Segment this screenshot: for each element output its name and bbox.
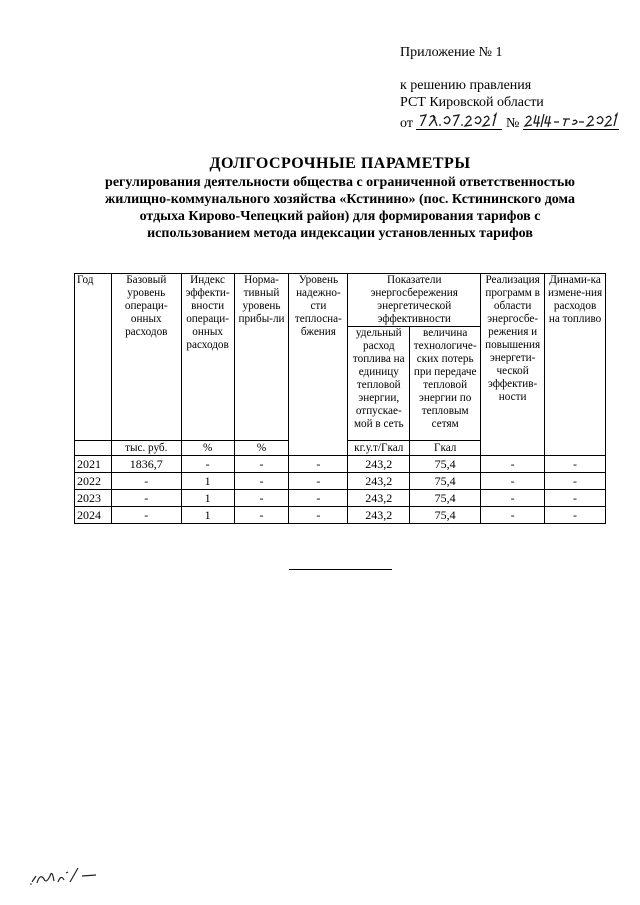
table-row [75, 490, 606, 507]
cell-year: 2021 [75, 456, 112, 473]
title-sub: регулирования деятельности общества с ограниченной ответственностью жилищно-коммунального хозяйства «Кстинино» (пос. Кстининского дома отдыха Кирово-Чепецкий район) для формирования тарифов с использованием метода индексации установленных тарифов [105, 175, 575, 241]
cell-profit: - [234, 456, 289, 473]
unit-losses: Гкал [410, 441, 481, 456]
header-year: Год [75, 274, 112, 441]
cell-dynamics: - [545, 490, 606, 507]
header-programs: Реализация программ в области энергосбе-режения и повышения энергети-ческой эффектив-ности [481, 274, 545, 456]
handwritten-number-image [523, 111, 619, 129]
cell-year: 2022 [75, 473, 112, 490]
cell-fuel: 243,2 [348, 490, 410, 507]
table-row [75, 473, 606, 490]
document-title [100, 154, 580, 242]
title-main: ДОЛГОСРОЧНЫЕ ПАРАМЕТРЫ [209, 155, 471, 172]
cell-programs: - [481, 490, 545, 507]
cell-year: 2023 [75, 490, 112, 507]
handwritten-number [523, 111, 619, 130]
cell-fuel: 243,2 [348, 507, 410, 524]
header-reliability: Уровень надежно-сти теплосна-бжения [289, 274, 348, 456]
cell-dynamics: - [545, 456, 606, 473]
cell-year: 2024 [75, 507, 112, 524]
header-specific-fuel: удельный расход топлива на единицу тепловой энергии, отпускае-мой в сеть [348, 327, 410, 441]
header-base-level: Базовый уровень операци-онных расходов [111, 274, 181, 441]
cell-profit: - [234, 490, 289, 507]
cell-efficiency: 1 [181, 490, 234, 507]
initials-signature [28, 864, 118, 893]
cell-base: - [111, 490, 181, 507]
divider-line [289, 569, 392, 570]
cell-reliability: - [289, 490, 348, 507]
cell-programs: - [481, 456, 545, 473]
header-heat-losses: величина технологиче-ских потерь при передаче тепловой энергии по тепловым сетям [410, 327, 481, 441]
cell-reliability: - [289, 473, 348, 490]
cell-losses: 75,4 [410, 507, 481, 524]
annex-line-2: РСТ Кировской области [400, 95, 544, 110]
cell-base: - [111, 507, 181, 524]
annex-line-1: к решению правления [400, 78, 532, 93]
unit-efficiency: % [181, 441, 234, 456]
cell-fuel: 243,2 [348, 473, 410, 490]
annex-label: Приложение № 1 [400, 45, 503, 60]
cell-efficiency: 1 [181, 473, 234, 490]
cell-efficiency: 1 [181, 507, 234, 524]
header-fuel-dynamics: Динами-ка измене-ния расходов на топливо [545, 274, 606, 456]
table-row [75, 507, 606, 524]
header-efficiency-index: Индекс эффекти-вности операци-онных расходов [181, 274, 234, 441]
unit-fuel: кг.у.т/Гкал [348, 441, 410, 456]
cell-programs: - [481, 473, 545, 490]
table-header-row-1 [75, 274, 606, 327]
parameters-table [74, 273, 606, 524]
cell-profit: - [234, 507, 289, 524]
cell-reliability: - [289, 507, 348, 524]
cell-fuel: 243,2 [348, 456, 410, 473]
unit-profit: % [234, 441, 289, 456]
cell-base: - [111, 473, 181, 490]
annex-block [400, 44, 619, 132]
header-energy-group: Показатели энергосбережения энергетической эффективности [348, 274, 481, 327]
cell-losses: 75,4 [410, 490, 481, 507]
signature-scribble [28, 864, 118, 888]
cell-losses: 75,4 [410, 456, 481, 473]
cell-profit: - [234, 473, 289, 490]
cell-efficiency: - [181, 456, 234, 473]
cell-dynamics: - [545, 507, 606, 524]
cell-base: 1836,7 [111, 456, 181, 473]
handwritten-date-image [416, 111, 502, 129]
annex-date-line [400, 111, 619, 132]
cell-losses: 75,4 [410, 473, 481, 490]
header-profit-level: Норма-тивный уровень прибы-ли [234, 274, 289, 441]
cell-programs: - [481, 507, 545, 524]
cell-dynamics: - [545, 473, 606, 490]
number-prefix: № [505, 116, 520, 131]
handwritten-date [416, 111, 502, 130]
table-row [75, 456, 606, 473]
unit-base: тыс. руб. [111, 441, 181, 456]
date-prefix: от [400, 116, 413, 131]
cell-reliability: - [289, 456, 348, 473]
